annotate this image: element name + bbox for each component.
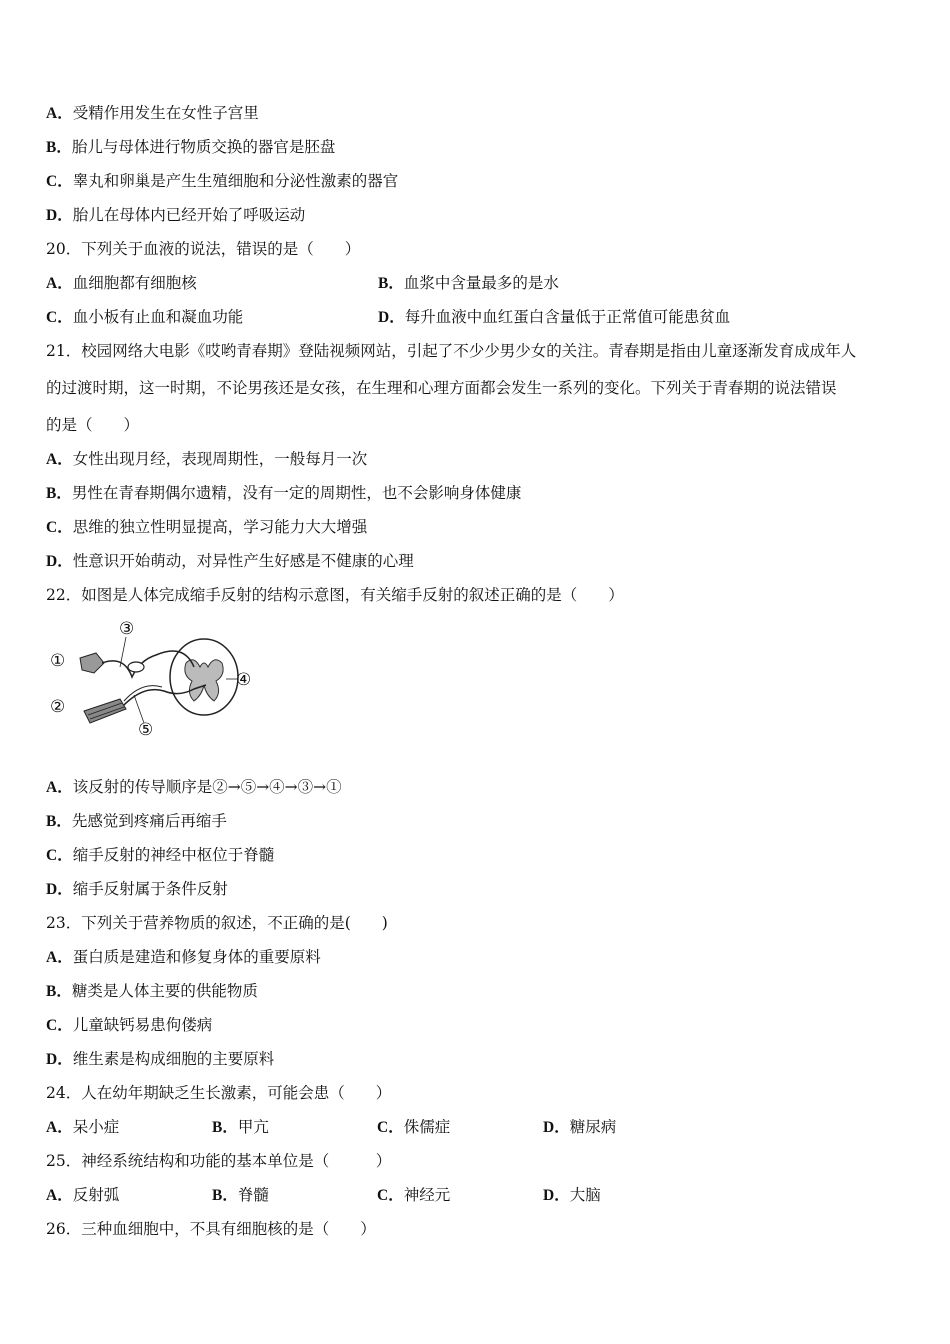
q19-option-a: A．受精作用发生在女性子宫里 (46, 104, 259, 122)
q25-option-c: C．神经元 (377, 1186, 451, 1204)
q21-option-c: C．思维的独立性明显提高，学习能力大大增强 (46, 518, 368, 536)
q24-option-b: B．甲亢 (212, 1118, 269, 1136)
q22-option-b: B．先感觉到疼痛后再缩手 (46, 812, 227, 830)
diagram-label-5: ⑤ (138, 720, 154, 740)
q21-option-d: D．性意识开始萌动，对异性产生好感是不健康的心理 (46, 552, 414, 570)
q20-option-b: B．血浆中含量最多的是水 (378, 274, 559, 292)
q25-option-a: A．反射弧 (46, 1186, 120, 1204)
q23-option-b: B．糖类是人体主要的供能物质 (46, 982, 258, 1000)
q23-option-a: A．蛋白质是建造和修复身体的重要原料 (46, 948, 321, 966)
q23-option-d: D．维生素是构成细胞的主要原料 (46, 1050, 275, 1068)
q24-option-d: D．糖尿病 (543, 1118, 617, 1136)
q20-options-row1 (46, 273, 906, 294)
q19-option-c: C．睾丸和卵巢是产生生殖细胞和分泌性激素的器官 (46, 172, 399, 190)
q20-options-row2 (46, 307, 906, 328)
q25-stem: 25．神经系统结构和功能的基本单位是（ ） (46, 1152, 392, 1170)
q21-stem-line1: 21．校园网络大电影《哎哟青春期》登陆视频网站，引起了不少少男少女的关注。青春期是指由儿童逐渐发育成成年人 (46, 342, 857, 360)
diagram-label-3: ③ (119, 619, 135, 639)
q19-option-b: B．胎儿与母体进行物质交换的器官是胚盘 (46, 138, 336, 156)
q23-stem: 23．下列关于营养物质的叙述，不正确的是( ) (46, 914, 388, 932)
q22-option-c: C．缩手反射的神经中枢位于脊髓 (46, 846, 275, 864)
diagram-label-4: ④ (236, 670, 252, 690)
q25-option-d: D．大脑 (543, 1186, 601, 1204)
reflex-arc-diagram (44, 615, 259, 745)
q26-stem: 26．三种血细胞中，不具有细胞核的是（ ） (46, 1220, 376, 1238)
ganglion (128, 662, 144, 672)
q24-option-c: C．侏儒症 (377, 1118, 451, 1136)
q22-option-a: A．该反射的传导顺序是②→⑤→④→③→① (46, 778, 342, 796)
q22-stem: 22．如图是人体完成缩手反射的结构示意图，有关缩手反射的叙述正确的是（ ） (46, 586, 624, 604)
q23-option-c: C．儿童缺钙易患佝偻病 (46, 1016, 213, 1034)
q20-option-c: C．血小板有止血和凝血功能 (46, 308, 244, 326)
q20-stem: 20．下列关于血液的说法，错误的是（ ） (46, 240, 361, 258)
diagram-label-2: ② (50, 697, 66, 717)
q25-option-b: B．脊髓 (212, 1186, 269, 1204)
q21-option-b: B．男性在青春期偶尔遗精，没有一定的周期性，也不会影响身体健康 (46, 484, 522, 502)
effector-muscle (84, 699, 126, 723)
q20-option-a: A．血细胞都有细胞核 (46, 274, 197, 292)
q22-option-d: D．缩手反射属于条件反射 (46, 880, 228, 898)
receptor (80, 653, 104, 673)
diagram-label-1: ① (50, 651, 66, 671)
q20-option-d: D．每升血液中血红蛋白含量低于正常值可能患贫血 (378, 308, 731, 326)
q19-option-d: D．胎儿在母体内已经开始了呼吸运动 (46, 206, 306, 224)
q21-option-a: A．女性出现月经，表现周期性，一般每月一次 (46, 450, 368, 468)
q21-stem-line3: 的是（ ） (46, 416, 140, 434)
q24-stem: 24．人在幼年期缺乏生长激素，可能会患（ ） (46, 1084, 392, 1102)
q21-stem-line2: 的过渡时期，这一时期，不论男孩还是女孩，在生理和心理方面都会发生一系列的变化。下列关于青春期的说法错误 (46, 379, 837, 397)
q24-option-a: A．呆小症 (46, 1118, 120, 1136)
